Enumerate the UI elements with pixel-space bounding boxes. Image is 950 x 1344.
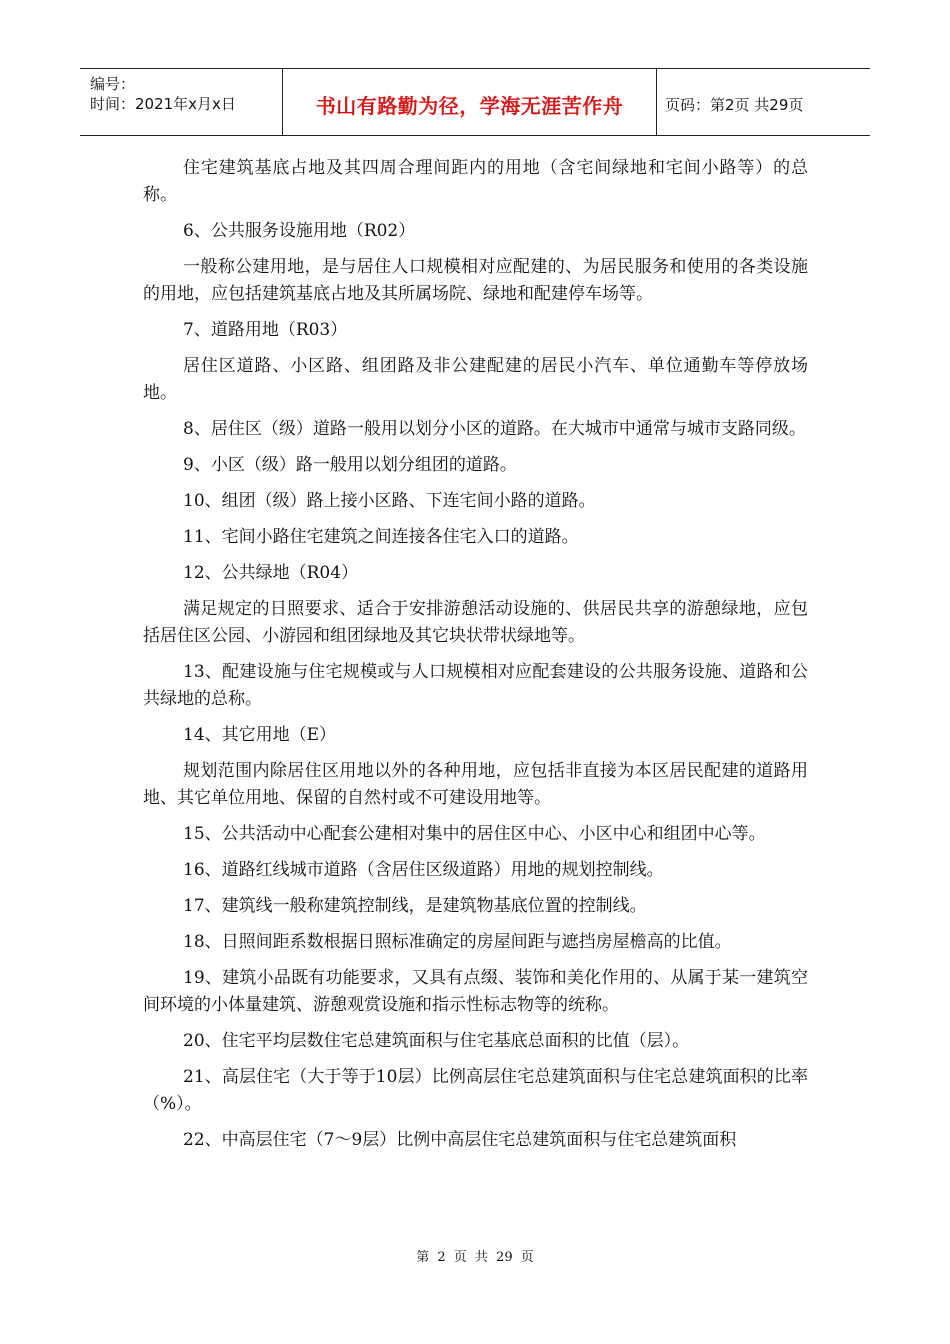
paragraph: 6、公共服务设施用地（R02） [183, 221, 416, 241]
paragraph: 11、宅间小路住宅建筑之间连接各住宅入口的道路。 [183, 527, 579, 547]
header-motto: 书山有路勤为径，学海无涯苦作舟 [315, 93, 624, 118]
paragraph: 13、配建设施与住宅规模或与人口规模相对应配套建设的公共服务设施、道路和公共绿地的总称。 [143, 662, 808, 709]
paragraph: 21、高层住宅（大于等于10层）比例高层住宅总建筑面积与住宅总建筑面积的比率（%）。 [143, 1067, 808, 1114]
paragraph: 14、其它用地（E） [183, 725, 337, 745]
paragraph: 一般称公建用地，是与居住人口规模相对应配建的、为居民服务和使用的各类设施的用地，应包括建筑基底占地及其所属场院、绿地和配建停车场等。 [143, 257, 808, 304]
header-meta [80, 69, 283, 135]
document-number-label: 编号： [90, 75, 136, 93]
footer-page-number: 第 2 页 共 29 页 [416, 1250, 534, 1265]
header-motto-cell [283, 69, 657, 135]
document-body [143, 155, 808, 1163]
paragraph: 16、道路红线城市道路（含居住区级道路）用地的规划控制线。 [183, 860, 664, 880]
paragraph: 满足规定的日照要求、适合于安排游憩活动设施的、供居民共享的游憩绿地，应包括居住区公园、小游园和组团绿地及其它块状带状绿地等。 [143, 599, 808, 646]
document-time-label: 时间：2021年x月x日 [90, 95, 236, 113]
paragraph: 22、中高层住宅（7～9层）比例中高层住宅总建筑面积与住宅总建筑面积 [183, 1130, 737, 1150]
paragraph: 12、公共绿地（R04） [183, 563, 359, 583]
paragraph: 8、居住区（级）道路一般用以划分小区的道路。在大城市中通常与城市支路同级。 [183, 419, 806, 439]
paragraph: 15、公共活动中心配套公建相对集中的居住区中心、小区中心和组团中心等。 [183, 824, 766, 844]
header-page-info: 页码：第2页 共29页 [665, 95, 804, 114]
paragraph: 19、建筑小品既有功能要求，又具有点缀、装饰和美化作用的、从属于某一建筑空间环境的小体量建筑、游憩观赏设施和指示性标志物等的统称。 [143, 968, 808, 1015]
paragraph: 住宅建筑基底占地及其四周合理间距内的用地（含宅间绿地和宅间小路等）的总称。 [143, 158, 808, 205]
paragraph: 17、建筑线一般称建筑控制线，是建筑物基底位置的控制线。 [183, 896, 647, 916]
page-footer [0, 1246, 950, 1265]
paragraph: 9、小区（级）路一般用以划分组团的道路。 [183, 455, 517, 475]
paragraph: 居住区道路、小区路、组团路及非公建配建的居民小汽车、单位通勤车等停放场地。 [143, 356, 808, 403]
paragraph: 18、日照间距系数根据日照标准确定的房屋间距与遮挡房屋檐高的比值。 [183, 932, 732, 952]
paragraph: 10、组团（级）路上接小区路、下连宅间小路的道路。 [183, 491, 596, 511]
paragraph: 20、住宅平均层数住宅总建筑面积与住宅基底总面积的比值（层）。 [183, 1031, 690, 1051]
paragraph: 7、道路用地（R03） [183, 320, 348, 340]
header-page-info-cell [657, 69, 870, 135]
paragraph: 规划范围内除居住区用地以外的各种用地，应包括非直接为本区居民配建的道路用地、其它单位用地、保留的自然村或不可建设用地等。 [143, 761, 808, 808]
page-header [80, 68, 870, 136]
